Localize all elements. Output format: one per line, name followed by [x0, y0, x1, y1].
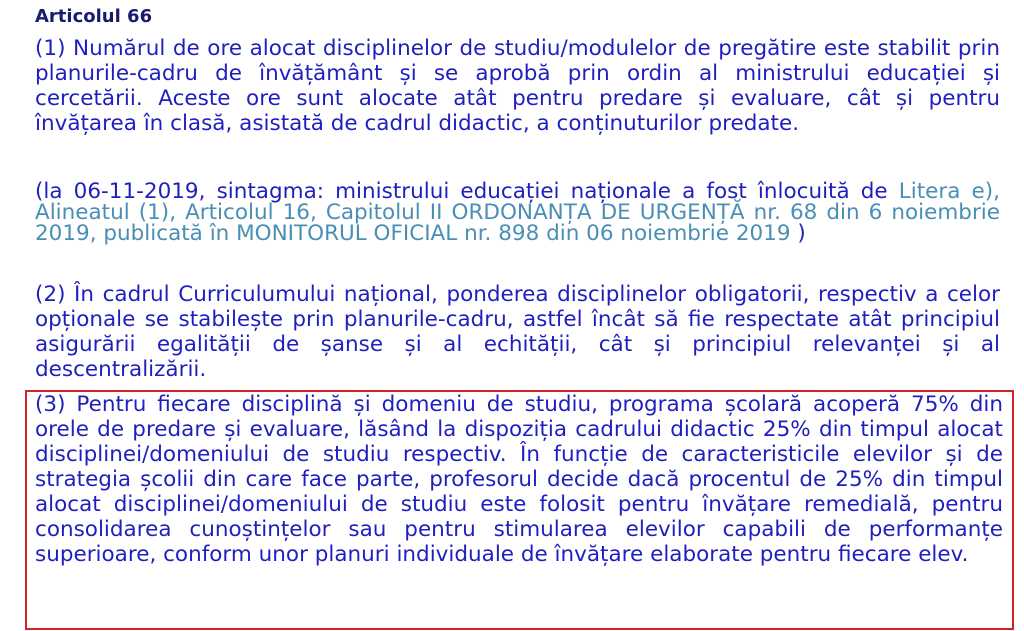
- amendment-note-prefix: (la 06-11-2019, sintagma: ministrului educației naționale a fost înlocuită de: [35, 179, 899, 204]
- paragraph-2: (2) În cadrul Curriculumului național, ponderea disciplinelor obligatorii, respectiv a celor opționale se stabilește prin planurile-cadru, astfel încât să fie respectate atât principiul asigurării egalității de șanse și al echității, cât și principiul relevanței și al descentralizării.: [35, 282, 1000, 382]
- article-title: Articolul 66: [35, 6, 153, 27]
- amendment-source-link[interactable]: Litera e), Alineatul (1), Articolul 16, Capitolul II ORDONANȚA DE URGENȚĂ nr. 68 din 6 noiembrie 2019, publicată în MONITORUL OFICIAL nr. 898 din 06 noiembrie 2019: [35, 179, 1000, 246]
- amendment-note: [35, 181, 1000, 244]
- paragraph-3: (3) Pentru fiecare disciplină și domeniu de studiu, programa școlară acoperă 75% din orele de predare și evaluare, lăsând la dispoziția cadrului didactic 25% din timpul alocat disciplinei/domeniului de studiu respectiv. În funcție de caracteristicile elevilor și de strategia școlii din care face parte, profesorul decide dacă procentul de 25% din timpul alocat disciplinei/domeniului de studiu este folosit pentru învățare remedială, pentru consolidarea cunoștințelor sau pentru stimularea elevilor capabili de performanțe superioare, conform unor planuri individuale de învățare elaborate pentru fiecare elev.: [35, 392, 1003, 567]
- paragraph-1: (1) Numărul de ore alocat disciplinelor de studiu/modulelor de pregătire este stabilit prin planurile-cadru de învățământ și se aprobă prin ordin al ministrului educației și cercetării. Aceste ore sunt alocate atât pentru predare și evaluare, cât și pentru învățarea în clasă, asistată de cadrul didactic, a conținuturilor predate.: [35, 36, 1000, 136]
- amendment-note-suffix: ): [790, 221, 806, 246]
